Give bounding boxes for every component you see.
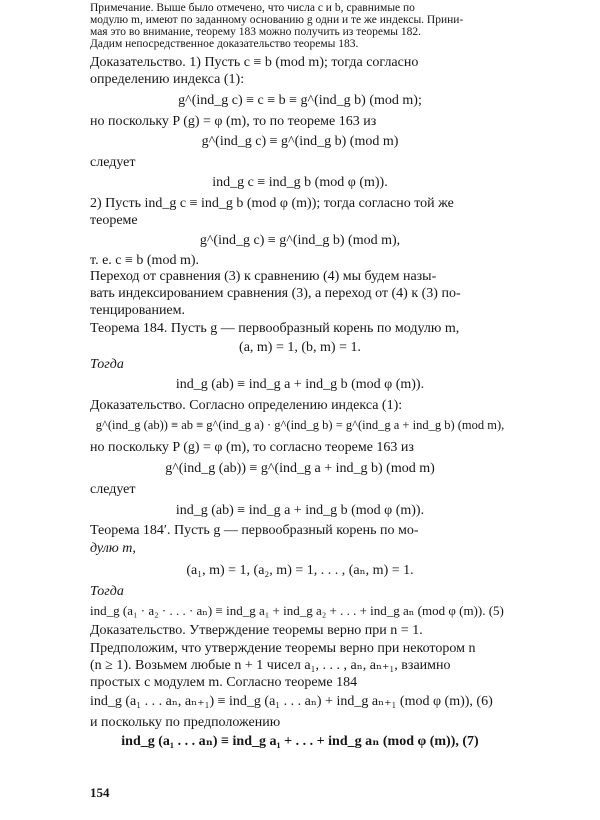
text-line: (n ≥ 1). Возьмем любые n + 1 чисел a₁, . . . , aₙ, aₙ₊₁, взаимно <box>90 658 451 673</box>
text-line: следует <box>90 482 136 497</box>
text-line: (a, m) = 1, (b, m) = 1. <box>239 340 361 355</box>
text-line: Примечание. Выше было отмечено, что числа c и b, сравнимые по <box>90 2 415 14</box>
text-line: ind_g (a₁ . . . aₙ) ≡ ind_g a₁ + . . . + ind_g aₙ (mod φ (m)), (7) <box>121 734 479 749</box>
text-line: ind_g (a₁ · a₂ · . . . · aₙ) ≡ ind_g a₁ + ind_g a₂ + . . . + ind_g aₙ (mod φ (m)). (5) <box>90 603 504 618</box>
text-line: т. е. c ≡ b (mod m). <box>90 253 199 268</box>
text-line: теореме <box>90 213 138 228</box>
text-line: 2) Пусть ind_g c ≡ ind_g b (mod φ (m)); тогда согласно той же <box>90 196 454 211</box>
page-number: 154 <box>90 785 110 800</box>
text-line: определению индекса (1): <box>90 72 245 87</box>
text-line: Теорема 184′. Пусть g — первообразный корень по мо- <box>90 523 419 538</box>
text-line: g^(ind_g c) ≡ g^(ind_g b) (mod m) <box>201 134 399 149</box>
text-line: простых с модулем m. Согласно теореме 184 <box>90 675 358 690</box>
text-line: Переход от сравнения (3) к сравнению (4) мы будем назы- <box>90 269 437 284</box>
text-line: Предположим, что утверждение теоремы верно при некотором n <box>90 641 476 656</box>
text-line: Доказательство. Согласно определению индекса (1): <box>90 398 403 413</box>
text-line: и поскольку по предположению <box>90 715 281 730</box>
text-line: ind_g (ab) ≡ ind_g a + ind_g b (mod φ (m)). <box>175 503 425 518</box>
text-line: g^(ind_g c) ≡ g^(ind_g b) (mod m), <box>199 233 401 248</box>
text-line: Дадим непосредственное доказательство теоремы 183. <box>90 38 359 50</box>
text-line: модулю m, имеют по заданному основанию g одни и те же индексы. Прини- <box>90 14 464 26</box>
text-line: дулю m, <box>90 541 136 556</box>
text-line: g^(ind_g (ab)) ≡ ab ≡ g^(ind_g a) · g^(ind_g b) = g^(ind_g a + ind_g b) (mod m), <box>95 418 505 432</box>
text-line: но поскольку P (g) = φ (m), то согласно теореме 163 из <box>90 440 414 455</box>
text-line: (a₁, m) = 1, (a₂, m) = 1, . . . , (aₙ, m) = 1. <box>186 563 414 578</box>
text-line: следует <box>90 155 136 170</box>
text-line: тенцированием. <box>90 303 186 318</box>
text-line: Тогда <box>90 357 124 372</box>
text-line: g^(ind_g (ab)) ≡ g^(ind_g a + ind_g b) (mod m) <box>165 461 435 476</box>
text-line: ind_g (ab) ≡ ind_g a + ind_g b (mod φ (m)). <box>175 377 425 392</box>
text-line: мая это во внимание, теорему 183 можно получить из теоремы 182. <box>90 26 421 38</box>
text-line: ind_g c ≡ ind_g b (mod φ (m)). <box>212 175 388 190</box>
text-line: но поскольку P (g) = φ (m), то по теореме 163 из <box>90 114 377 129</box>
text-line: Теорема 184. Пусть g — первообразный корень по модулю m, <box>90 321 460 336</box>
text-line: Тогда <box>90 584 124 599</box>
text-line: ind_g (a₁ . . . aₙ, aₙ₊₁) ≡ ind_g (a₁ . . . aₙ) + ind_g aₙ₊₁ (mod φ (m)), (6) <box>90 694 493 709</box>
text-line: Доказательство. Утверждение теоремы верно при n = 1. <box>90 623 423 638</box>
text-line: Доказательство. 1) Пусть c ≡ b (mod m); тогда согласно <box>90 55 419 70</box>
text-line: g^(ind_g c) ≡ c ≡ b ≡ g^(ind_g b) (mod m); <box>178 93 422 108</box>
text-line: вать индексированием сравнения (3), а переход от (4) к (3) по- <box>90 286 461 301</box>
